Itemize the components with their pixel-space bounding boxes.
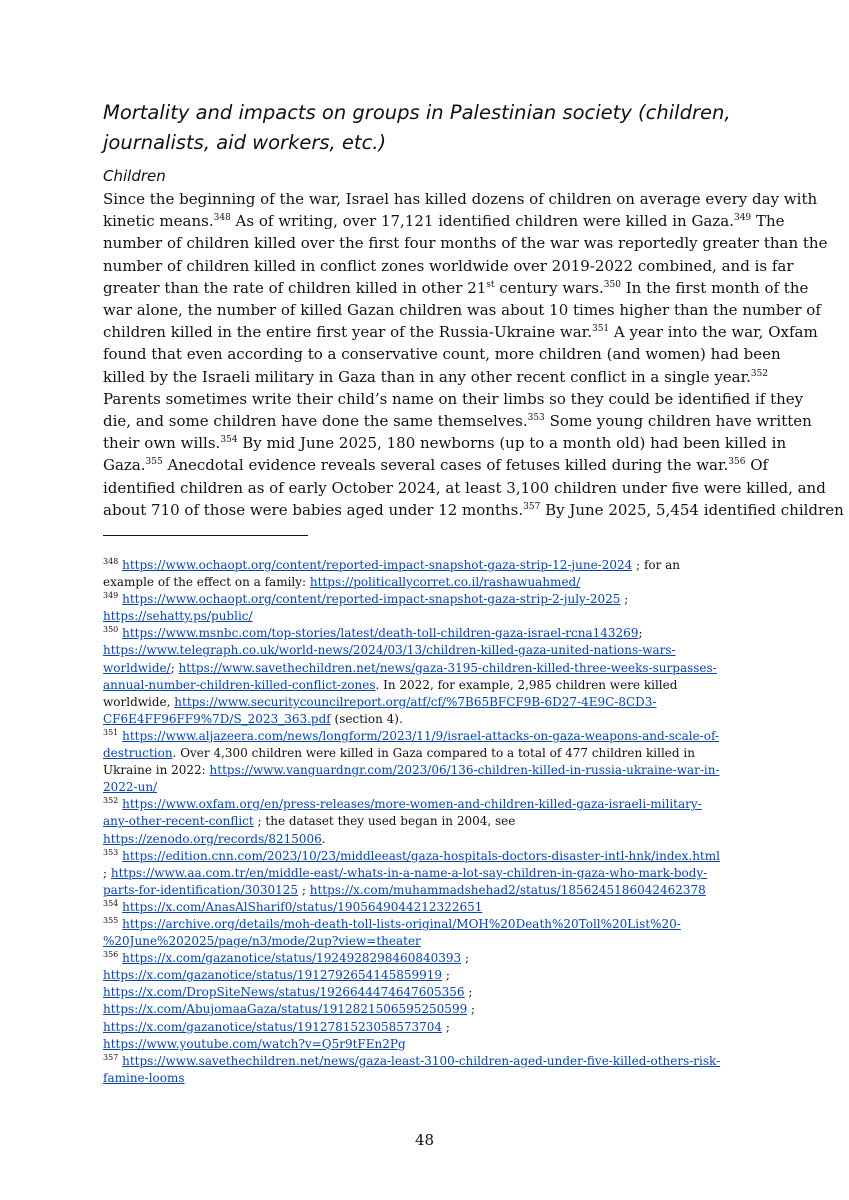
text-run: In the first month of the — [620, 278, 809, 297]
footnote-link[interactable]: any-other-recent-conflict — [103, 814, 254, 829]
footnote-ref: 349 — [733, 213, 752, 224]
text-run: Anecdotal evidence reveals several cases of fetuses killed during the war. — [162, 456, 729, 475]
body-line — [103, 499, 844, 521]
subheading-children: Children — [103, 167, 166, 185]
footnote-link[interactable]: %20June%202025/page/n3/mode/2up?view=theater — [103, 934, 421, 949]
footnote-ref: 353 — [103, 847, 119, 857]
body-paragraph — [103, 188, 844, 521]
footnote-line — [103, 916, 753, 933]
footnote-line — [103, 625, 753, 642]
text-run: Of — [745, 456, 769, 475]
text-run: children killed in the entire first year of the Russia-Ukraine war. — [103, 323, 592, 342]
footnote-link[interactable]: https://www.vanguardngr.com/2023/06/136-children-killed-in-russia-ukraine-war-in- — [209, 763, 720, 778]
footnote-ref: st — [486, 279, 495, 290]
footnote-line — [103, 899, 753, 916]
footnote-link[interactable]: https://edition.cnn.com/2023/10/23/middleeast/gaza-hospitals-doctors-disaster-intl-hnk/index.html — [122, 848, 720, 863]
text-run: killed by the Israeli military in Gaza than in any other recent conflict in a single year. — [103, 367, 751, 386]
footnote-link[interactable]: https://archive.org/details/moh-death-toll-lists-original/MOH%20Death%20Toll%20List%20- — [122, 916, 681, 931]
footnote-ref: 350 — [603, 279, 621, 290]
footnote-link[interactable]: parts-for-identification/3030125 — [103, 882, 299, 897]
footnote-separator — [103, 535, 308, 536]
text-run: Gaza. — [103, 456, 146, 475]
footnote-ref: 356 — [103, 950, 119, 960]
text-run: war alone, the number of killed Gazan children was about 10 times higher than the number of — [103, 301, 821, 320]
footnote-line — [103, 1036, 753, 1053]
footnote-ref: 355 — [145, 457, 163, 468]
text-run: ; — [638, 626, 643, 641]
footnote-line — [103, 1019, 753, 1036]
body-line — [103, 388, 804, 410]
text-run: worldwide, — [103, 694, 175, 709]
text-run: ; — [442, 968, 450, 983]
text-run: example of the effect on a family: — [103, 575, 310, 590]
footnote-line — [103, 591, 753, 608]
footnote-link[interactable]: https://www.youtube.com/watch?v=Q5r9tFEn2Pg — [103, 1036, 406, 1051]
body-line — [103, 277, 809, 299]
body-line — [103, 477, 826, 499]
footnote-link[interactable]: CF6E4FF96FF9%7D/S_2023_363.pdf — [103, 711, 331, 726]
text-run: . — [321, 831, 326, 846]
footnote-line — [103, 711, 753, 728]
footnote-link[interactable]: https://www.aa.com.tr/en/middle-east/-whats-in-a-name-a-lot-say-children-in-gaza-who-mark-body- — [110, 865, 708, 880]
footnote-ref: 348 — [213, 213, 231, 224]
footnote-link[interactable]: https://www.oxfam.org/en/press-releases/more-women-and-children-killed-gaza-israeli-military- — [122, 797, 702, 812]
footnote-link[interactable]: 2022-un/ — [103, 780, 158, 795]
text-run: By June 2025, 5,454 identified children — [540, 500, 844, 519]
text-run: ; — [620, 592, 629, 607]
text-run: . Over 4,300 children were killed in Gaza compared to a total of 477 children killed in — [172, 746, 695, 761]
text-run: die, and some children have done the same themselves. — [103, 412, 528, 431]
text-run: greater than the rate of children killed in other 21 — [103, 278, 487, 297]
text-run: ; for an — [632, 558, 681, 572]
footnote-line — [103, 1053, 753, 1070]
text-run: A year into the war, Oxfam — [609, 323, 818, 342]
text-run: ; — [170, 660, 179, 675]
body-line — [103, 210, 785, 232]
footnote-link[interactable]: https://www.msnbc.com/top-stories/latest/death-toll-children-gaza-israel-rcna143269 — [122, 626, 639, 641]
text-run: The — [751, 212, 785, 231]
text-run: identified children as of early October 2024, at least 3,100 children under five were killed, and — [103, 478, 826, 497]
footnote-link[interactable]: annual-number-children-killed-conflict-zones — [103, 677, 376, 692]
text-run: ; the dataset they used began in 2004, see — [253, 814, 516, 829]
footnote-line — [103, 848, 753, 865]
footnote-link[interactable]: https://www.securitycouncilreport.org/atf/cf/%7B65BFCF9B-6D27-4E9C-8CD3- — [174, 694, 657, 709]
footnote-ref: 354 — [220, 435, 238, 446]
footnote-line — [103, 933, 753, 950]
footnote-ref: 357 — [103, 1052, 119, 1062]
text-run: ; — [461, 951, 469, 966]
footnote-link[interactable]: https://sehatty.ps/public/ — [103, 609, 253, 624]
text-run: ; — [467, 1002, 476, 1017]
footnote-link[interactable]: https://www.ochaopt.org/content/reported-impact-snapshot-gaza-strip-12-june-2024 — [122, 558, 633, 572]
text-run: ; — [298, 882, 310, 897]
text-run: Since the beginning of the war, Israel has killed dozens of children on average every day with — [103, 190, 818, 208]
text-run: By mid June 2025, 180 newborns (up to a month old) had been killed in — [237, 434, 787, 453]
text-run: century wars. — [494, 278, 604, 297]
footnote-ref: 348 — [103, 557, 119, 566]
footnote-link[interactable]: https://x.com/AbujomaaGaza/status/1912821506595250599 — [103, 1002, 468, 1017]
footnote-ref: 351 — [103, 727, 119, 737]
footnote-link[interactable]: https://x.com/muhammadshehad2/status/1856245186042462378 — [309, 882, 706, 897]
footnote-line — [103, 660, 753, 677]
footnote-line — [103, 779, 753, 796]
text-run: their own wills. — [103, 434, 221, 453]
footnote-ref: 354 — [103, 898, 119, 908]
footnote-link[interactable]: https://x.com/AnasAlSharif0/status/1905649044212322651 — [122, 899, 483, 914]
footnote-link[interactable]: famine-looms — [103, 1070, 185, 1085]
text-run: ; — [442, 1019, 450, 1034]
body-line — [103, 343, 781, 365]
text-run: Ukraine in 2022: — [103, 763, 210, 778]
footnote-link[interactable]: https://x.com/gazanotice/status/1912781523058573704 — [103, 1019, 443, 1034]
text-run: (section 4). — [330, 711, 403, 726]
footnote-line — [103, 882, 753, 899]
body-line — [103, 432, 787, 454]
page-number: 48 — [414, 1131, 435, 1149]
text-run: . In 2022, for example, 2,985 children were killed — [375, 677, 678, 692]
body-line — [103, 410, 812, 432]
footnote-line — [103, 967, 753, 984]
footnote-ref: 351 — [591, 324, 610, 335]
text-run: number of children killed in conflict zones worldwide over 2019-2022 combined, and is far — [103, 256, 794, 275]
footnote-ref: 352 — [103, 796, 119, 806]
text-run: about 710 of those were babies aged under 12 months. — [103, 500, 524, 519]
body-line — [103, 188, 818, 210]
footnote-line — [103, 1070, 753, 1087]
footnote-link[interactable]: https://www.aljazeera.com/news/longform/2023/11/9/israel-attacks-on-gaza-weapons-and-scale-of- — [122, 728, 720, 743]
footnote-link[interactable]: https://x.com/gazanotice/status/1924928298460840393 — [122, 951, 462, 966]
footnote-ref: 355 — [103, 915, 119, 925]
footnote-ref: 352 — [750, 368, 769, 379]
footnote-link[interactable]: https://x.com/DropSiteNews/status/1926644474647605356 — [103, 985, 465, 1000]
footnote-link[interactable]: https://x.com/gazanotice/status/1912792654145859919 — [103, 968, 443, 983]
body-line — [103, 321, 818, 343]
footnote-ref: 349 — [103, 591, 119, 601]
footnote-ref: 356 — [728, 457, 746, 468]
text-run: found that even according to a conservative count, more children (and women) had been — [103, 345, 781, 364]
footnote-link[interactable]: worldwide/ — [103, 660, 171, 675]
footnote-link[interactable]: https://www.ochaopt.org/content/reported-impact-snapshot-gaza-strip-2-july-2025 — [122, 592, 621, 607]
text-run: kinetic means. — [103, 212, 214, 231]
footnote-line — [103, 642, 753, 659]
text-run: Parents sometimes write their child’s name on their limbs so they could be identified if they — [103, 389, 804, 408]
body-line — [103, 366, 769, 388]
footnote-line — [103, 745, 753, 762]
footnote-line — [103, 865, 753, 882]
footnote-link[interactable]: https://www.telegraph.co.uk/world-news/2024/03/13/children-killed-gaza-united-nations-wars- — [103, 643, 676, 658]
footnote-line — [103, 728, 753, 745]
footnote-line — [103, 677, 753, 694]
footnote-ref: 357 — [523, 501, 541, 512]
footnote-ref: 353 — [527, 413, 545, 424]
body-line — [103, 454, 769, 476]
body-line — [103, 299, 821, 321]
footnotes — [103, 557, 753, 1087]
footnote-link[interactable]: https://www.savethechildren.net/news/gaza-3195-children-killed-three-weeks-surpasses- — [178, 660, 717, 675]
footnote-line — [103, 950, 753, 967]
text-run: number of children killed over the first four months of the war was reportedly greater than the — [103, 234, 828, 253]
footnote-line — [103, 1001, 753, 1018]
text-run: ; — [103, 865, 111, 880]
footnote-line — [103, 813, 753, 830]
text-run: As of writing, over 17,121 identified children were killed in Gaza. — [230, 212, 734, 231]
text-run: ; — [464, 985, 473, 1000]
text-run: Some young children have written — [544, 412, 812, 431]
body-line — [103, 255, 794, 277]
footnote-line — [103, 796, 753, 813]
footnote-ref: 350 — [103, 625, 119, 635]
footnote-link[interactable]: https://www.savethechildren.net/news/gaza-least-3100-children-aged-under-five-killed-others-risk- — [122, 1053, 721, 1068]
footnote-line — [103, 608, 753, 625]
footnote-line — [103, 557, 753, 574]
footnote-link[interactable]: https://politicallycorret.co.il/rashawuahmed/ — [309, 575, 581, 590]
footnote-link[interactable]: destruction — [103, 746, 173, 761]
footnote-line — [103, 574, 753, 591]
section-heading: Mortality and impacts on groups in Palestinian society (children, journalists, aid workers, etc.) — [103, 101, 731, 154]
footnote-line — [103, 694, 753, 711]
footnote-line — [103, 831, 753, 848]
body-line — [103, 232, 828, 254]
footnote-link[interactable]: https://zenodo.org/records/8215006 — [103, 831, 322, 846]
footnote-line — [103, 762, 753, 779]
footnote-line — [103, 984, 753, 1001]
